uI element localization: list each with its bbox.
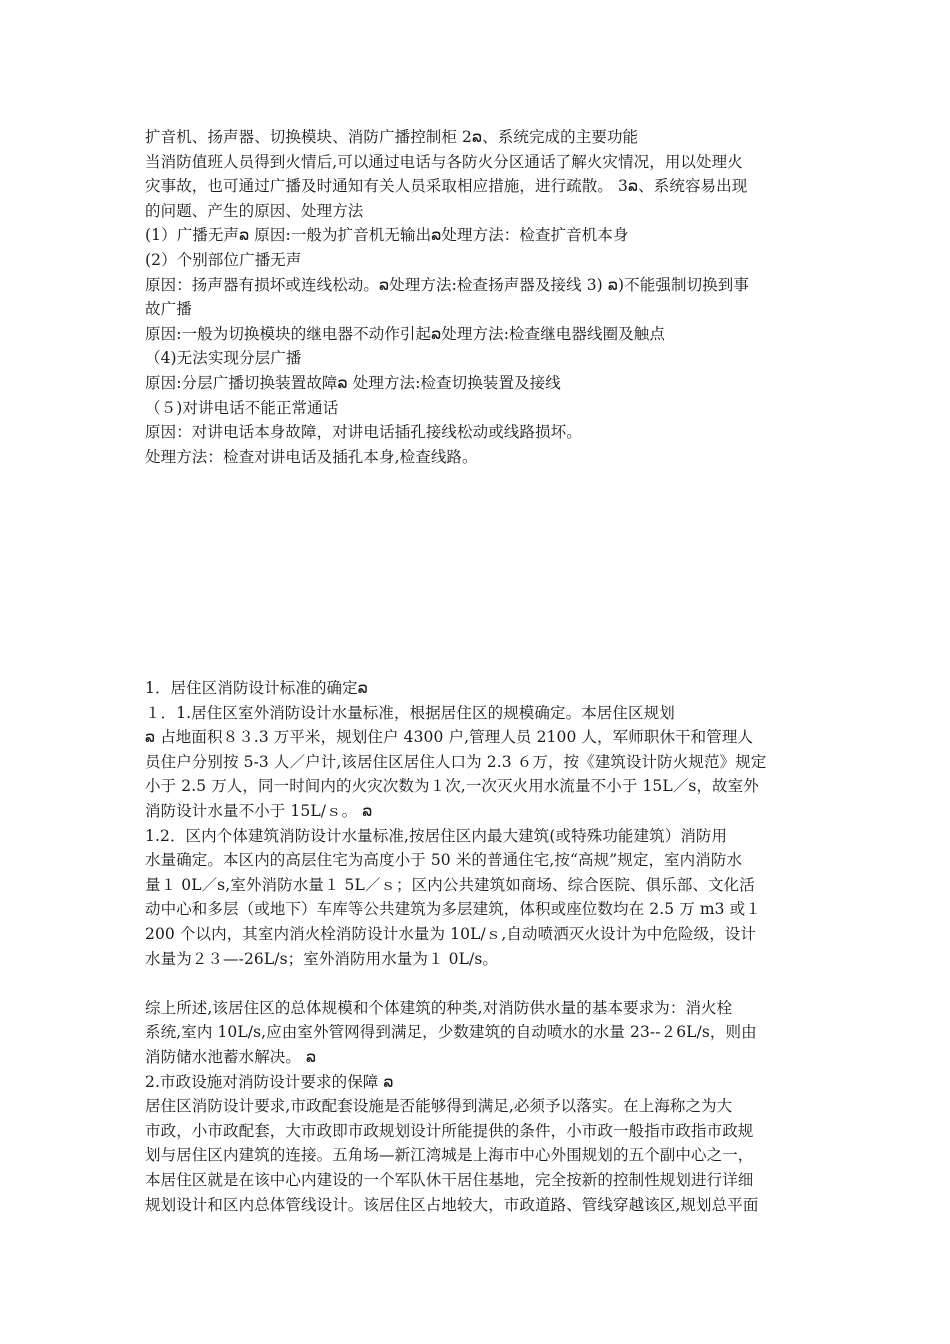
text-line: 居住区消防设计要求,市政配套设施是否能够得到满足,必须予以落实。在上海称之为大 [145, 1097, 733, 1116]
text-line: １．1.居住区室外消防设计水量标准，根据居住区的规模确定。本居住区规划 [145, 703, 675, 722]
text-line: (2）个别部位广播无声 [145, 251, 302, 269]
text-line: 原因：对讲电话本身故障，对讲电话插孔接线松动或线路损坏。 [145, 423, 582, 442]
text-line: ລ 占地面积８３.3 万平米，规划住户 4300 户,管理人员 2100 人，军师职休干和管理人 [145, 728, 754, 747]
text-line: 1．居住区消防设计标准的确定ລ [145, 679, 368, 697]
text-line: (1）广播无声ລ 原因:一般为扩音机无输出ລ处理方法：检查扩音机本身 [145, 226, 629, 245]
text-line: 水量为２３—-26L/s；室外消防用水量为１ 0L/s。 [145, 949, 498, 968]
text-line: 原因：扬声器有损坏或连线松动。ລ处理方法:检查扬声器及接线 3) ລ)不能强制切换到事 [145, 275, 749, 294]
text-line: 市政，小市政配套，大市政即市政规划设计所能提供的条件，小市政一般指市政指市政规 [145, 1121, 754, 1140]
text-line: 原因:分层广播切换装置故障ລ 处理方法:检查切换装置及接线 [145, 374, 561, 392]
text-line: 处理方法：检查对讲电话及插孔本身,检查线路。 [145, 447, 478, 466]
text-line: 故广播 [145, 300, 192, 319]
text-line: 原因:一般为切换模块的继电器不动作引起ລ处理方法:检查继电器线圈及触点 [145, 324, 666, 343]
text-line: 1.2．区内个体建筑消防设计水量标准,按居住区内最大建筑(或特殊功能建筑）消防用 [145, 826, 728, 845]
text-line: 员住户分别按 5-3 人／户计,该居住区居住人口为 2.3 ６万，按《建筑设计防火规范》规定 [145, 752, 767, 771]
text-line: 划与居住区内建筑的连接。五角场—新江湾城是上海市中心外围规划的五个副中心之一， [145, 1146, 754, 1165]
text-line: 2.市政设施对消防设计要求的保障 ລ [145, 1072, 394, 1091]
text-line: 的问题、产生的原因、处理方法 [145, 201, 364, 220]
text-line: 当消防值班人员得到火情后,可以通过电话与各防火分区通话了解火灾情况，用以处理火 [145, 152, 743, 171]
text-line: 200 个以内，其室内消火栓消防设计水量为 10L/ｓ,自动喷洒灭火设计为中危险级，设计 [145, 925, 757, 943]
text-line: 消防储水池蓄水解决。 ລ [145, 1048, 317, 1066]
text-line: 系统,室内 10L/s,应由室外管网得到满足，少数建筑的自动喷水的水量 23--２6L/s，则由 [145, 1023, 757, 1042]
text-line: 灾事故，也可通过广播及时通知有关人员采取相应措施，进行疏散。 3ລ、系统容易出现 [145, 177, 748, 196]
text-line: 综上所述,该居住区的总体规模和个体建筑的种类,对消防供水量的基本要求为：消火栓 [145, 998, 733, 1017]
text-line [145, 971, 815, 995]
text-line: 量１ 0L／s,室外消防水量１ 5L／ｓ；区内公共建筑如商场、综合医院、俱乐部、文化活 [145, 875, 755, 894]
text-line: 动中心和多层（或地下）车库等公共建筑为多层建筑，体积或座位数均在 2.5 万 m3 或１ [145, 900, 761, 919]
text-line: 消防设计水量不小于 15L/ｓ。 ລ [145, 802, 373, 820]
text-line: （4)无法实现分层广播 [145, 349, 302, 368]
text-line: （５)对讲电话不能正常通话 [145, 398, 339, 417]
text-line: 扩音机、扬声器、切换模块、消防广播控制柜 2ລ、系统完成的主要功能 [145, 128, 639, 146]
text-line: 规划设计和区内总体管线设计。该居住区占地较大，市政道路、管线穿越该区,规划总平面 [145, 1195, 759, 1214]
text-line: 小于 2.5 万人，同一时间内的火灾次数为１次,一次灭火用水流量不小于 15L／s，故室外 [145, 777, 759, 796]
text-line: 本居住区就是在该中心内建设的一个军队休干居住基地，完全按新的控制性规划进行详细 [145, 1171, 754, 1189]
text-line: 水量确定。本区内的高层住宅为高度小于 50 米的普通住宅,按“高规”规定，室内消防水 [145, 851, 743, 870]
